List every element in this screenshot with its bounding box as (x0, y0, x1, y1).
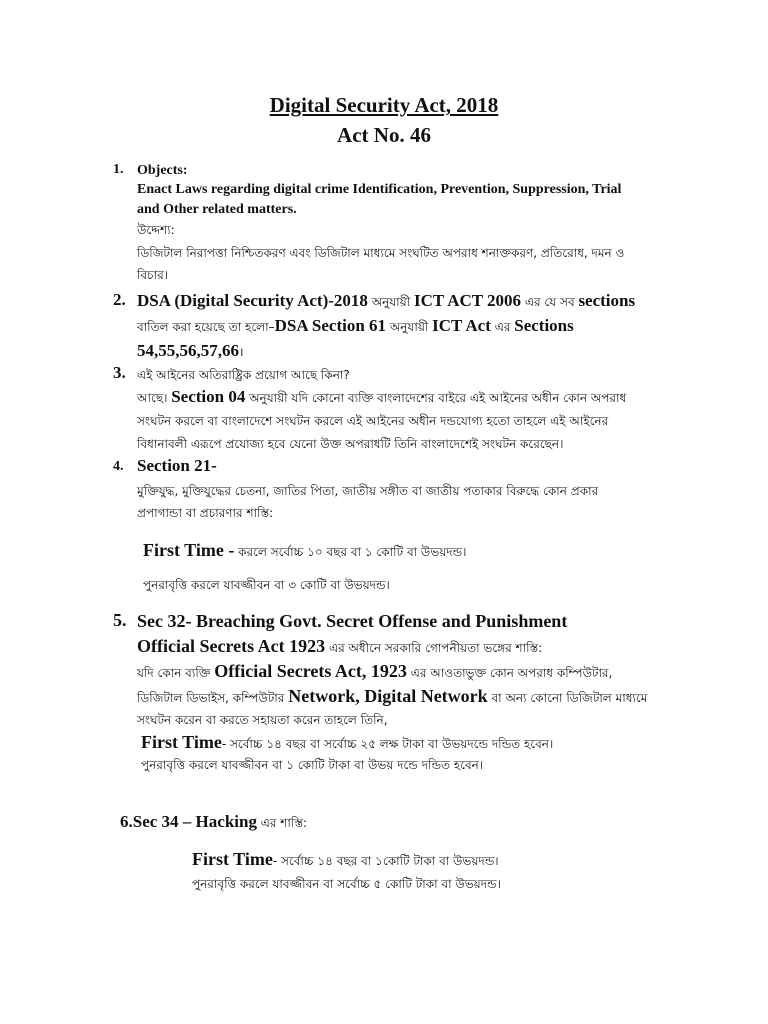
item-2-connector: অনুযায়ী (386, 320, 433, 334)
item-2-connector: অনুযায়ী (367, 295, 414, 309)
item-4-repeat: পুনরাবৃত্তি করলে যাবজ্জীবন বা ৩ কোটি বা উভয়দন্ড। (143, 578, 390, 592)
ict-act-2006-text: ICT ACT 2006 (413, 291, 522, 310)
item-2-line-1 (137, 290, 635, 313)
item-5-line-2 (137, 635, 542, 659)
item-4-first-time (143, 539, 466, 563)
item-2-connector: এর যে সব (521, 295, 579, 309)
item-5-first-time (141, 731, 553, 755)
item-5-repeat: পুনরাবৃত্তি করলে যাবজ্জীবন বা ১ কোটি টাকা বা উভয় দন্ডে দন্ডিত হবেন। (141, 758, 484, 772)
item-5-heading: Sec 32- Breaching Govt. Secret Offense and Punishment (137, 611, 568, 631)
item-4-number: 4. (113, 459, 124, 474)
first-time-label: First Time - (143, 540, 235, 560)
item-2-connector: এর (490, 320, 515, 334)
item-5-line-3 (137, 660, 612, 684)
item-3-answer-line-3: বিধানাবলী এরূপে প্রযোজ্য হবে যেনো উক্ত অপরাধটি তিনি বাংলাদেশেই সংঘটন করেছেন। (137, 437, 564, 451)
first-time-text: - সর্বোচ্চ ১৪ বছর বা ১কোটি টাকা বা উভয়দন্ড। (272, 854, 499, 868)
official-secrets-act-text: Official Secrets Act, 1923 (214, 661, 407, 681)
item-1-en-line-2: and Other related matters. (137, 202, 297, 217)
item-3-answer-line-2: সংঘটন করলে বা বাংলাদেশে সংঘটন করলে এই আইনের অধীন দন্ডযোগ্য হতো তাহলে এই আইনের (137, 414, 609, 428)
item-2-line-2 (137, 315, 574, 338)
section-numbers: 54,55,56,57,66 (137, 341, 239, 360)
item-4-bn-line-1: মুক্তিযুদ্ধ, মুক্তিযুদ্ধের চেতনা, জাতির পিতা, জাতীয় সঙ্গীত বা জাতীয় পতাকার বিরুদ্ধে কোন প্রকার (137, 484, 599, 498)
item-5-line-4 (137, 685, 647, 709)
item-2-bn-text: বাতিল করা হয়েছে তা হলো– (137, 320, 275, 334)
item-3-number: 3. (113, 363, 126, 382)
item-6-heading (120, 811, 307, 834)
item-1-bn-line-2: বিচার। (137, 268, 168, 282)
dsa-2018-text: DSA (Digital Security Act)-2018 (137, 291, 368, 310)
sec-34-hacking-text: 6.Sec 34 – Hacking (120, 812, 257, 831)
item-5-number: 5. (113, 610, 127, 630)
item-6-bn-text: এর শাস্তি: (256, 816, 307, 830)
item-3-question: এই আইনের অতিরাষ্ট্রিক প্রয়োগ আছে কিনা? (137, 368, 350, 382)
item-5-bn-text: বা অন্য কোনো ডিজিটাল মাধ্যমে (487, 691, 648, 705)
document-title (0, 93, 768, 117)
section-04-text: Section 04 (171, 387, 246, 406)
item-3-answer-rest: অনুযায়ী যদি কোনো ব্যক্তি বাংলাদেশের বাইরে এই আইনের অধীন কোন অপরাধ (245, 391, 627, 405)
item-1-number: 1. (113, 162, 124, 177)
item-2-number: 2. (113, 290, 126, 309)
official-secrets-act-text: Official Secrets Act 1923 (137, 636, 326, 656)
item-4-bn-line-2: প্রপাগান্ডা বা প্রচারণার শাস্তি: (137, 506, 274, 520)
item-1-bn-heading: উদ্দেশ্য: (137, 223, 175, 237)
item-1-bn-line-1: ডিজিটাল নিরাপত্তা নিশ্চিতকরণ এবং ডিজিটাল মাধ্যমে সংঘটিত অপরাধ শনাক্তকরণ, প্রতিরোধ, দমন ও (137, 246, 625, 260)
first-time-label: First Time (192, 849, 273, 869)
item-2-end-mark: । (239, 345, 244, 359)
first-time-text: - সর্বোচ্চ ১৪ বছর বা সর্বোচ্চ ২৫ লক্ষ টাকা বা উভয়দন্ডে দন্ডিত হবেন। (221, 737, 554, 751)
act-number: Act No. 46 (337, 123, 431, 147)
sections-text: sections (578, 291, 636, 310)
item-2-line-3 (137, 340, 244, 363)
item-6-first-time (192, 848, 499, 872)
item-3-answer-line-1 (137, 386, 626, 409)
item-4-heading: Section 21- (137, 456, 217, 475)
item-5-bn-text: যদি কোন ব্যক্তি (137, 666, 215, 680)
first-time-text: করলে সর্বোচ্চ ১০ বছর বা ১ কোটি বা উভয়দন্ড। (234, 545, 467, 559)
item-5-line-5: সংঘটন করেন বা করতে সহায়তা করেন তাহলে তিনি, (137, 713, 388, 727)
ict-act-text: ICT Act (432, 316, 491, 335)
item-3-answer-start: আছে। (137, 391, 172, 405)
item-1-heading: Objects: (137, 163, 188, 178)
item-5-bn-text: এর আওতাভুক্ত কোন অপরাধ কম্পিউটার, (406, 666, 613, 680)
network-text: Network, Digital Network (288, 686, 488, 706)
dsa-section-61-text: DSA Section 61 (274, 316, 387, 335)
item-5-bn-text: ডিজিটাল ডিভাইস, কম্পিউটার (137, 691, 289, 705)
item-1-en-line-1: Enact Laws regarding digital crime Identification, Prevention, Suppression, Trial (137, 182, 622, 197)
title-text: Digital Security Act, 2018 (269, 93, 499, 117)
first-time-label: First Time (141, 732, 222, 752)
item-5-bn-text: এর অধীনে সরকারি গোপনীয়তা ভঙ্গের শাস্তি: (325, 641, 543, 655)
sections-text: Sections (514, 316, 574, 335)
item-6-repeat: পুনরাবৃত্তি করলে যাবজ্জীবন বা সর্বোচ্চ ৫ কোটি টাকা বা উভয়দন্ড। (192, 877, 501, 891)
